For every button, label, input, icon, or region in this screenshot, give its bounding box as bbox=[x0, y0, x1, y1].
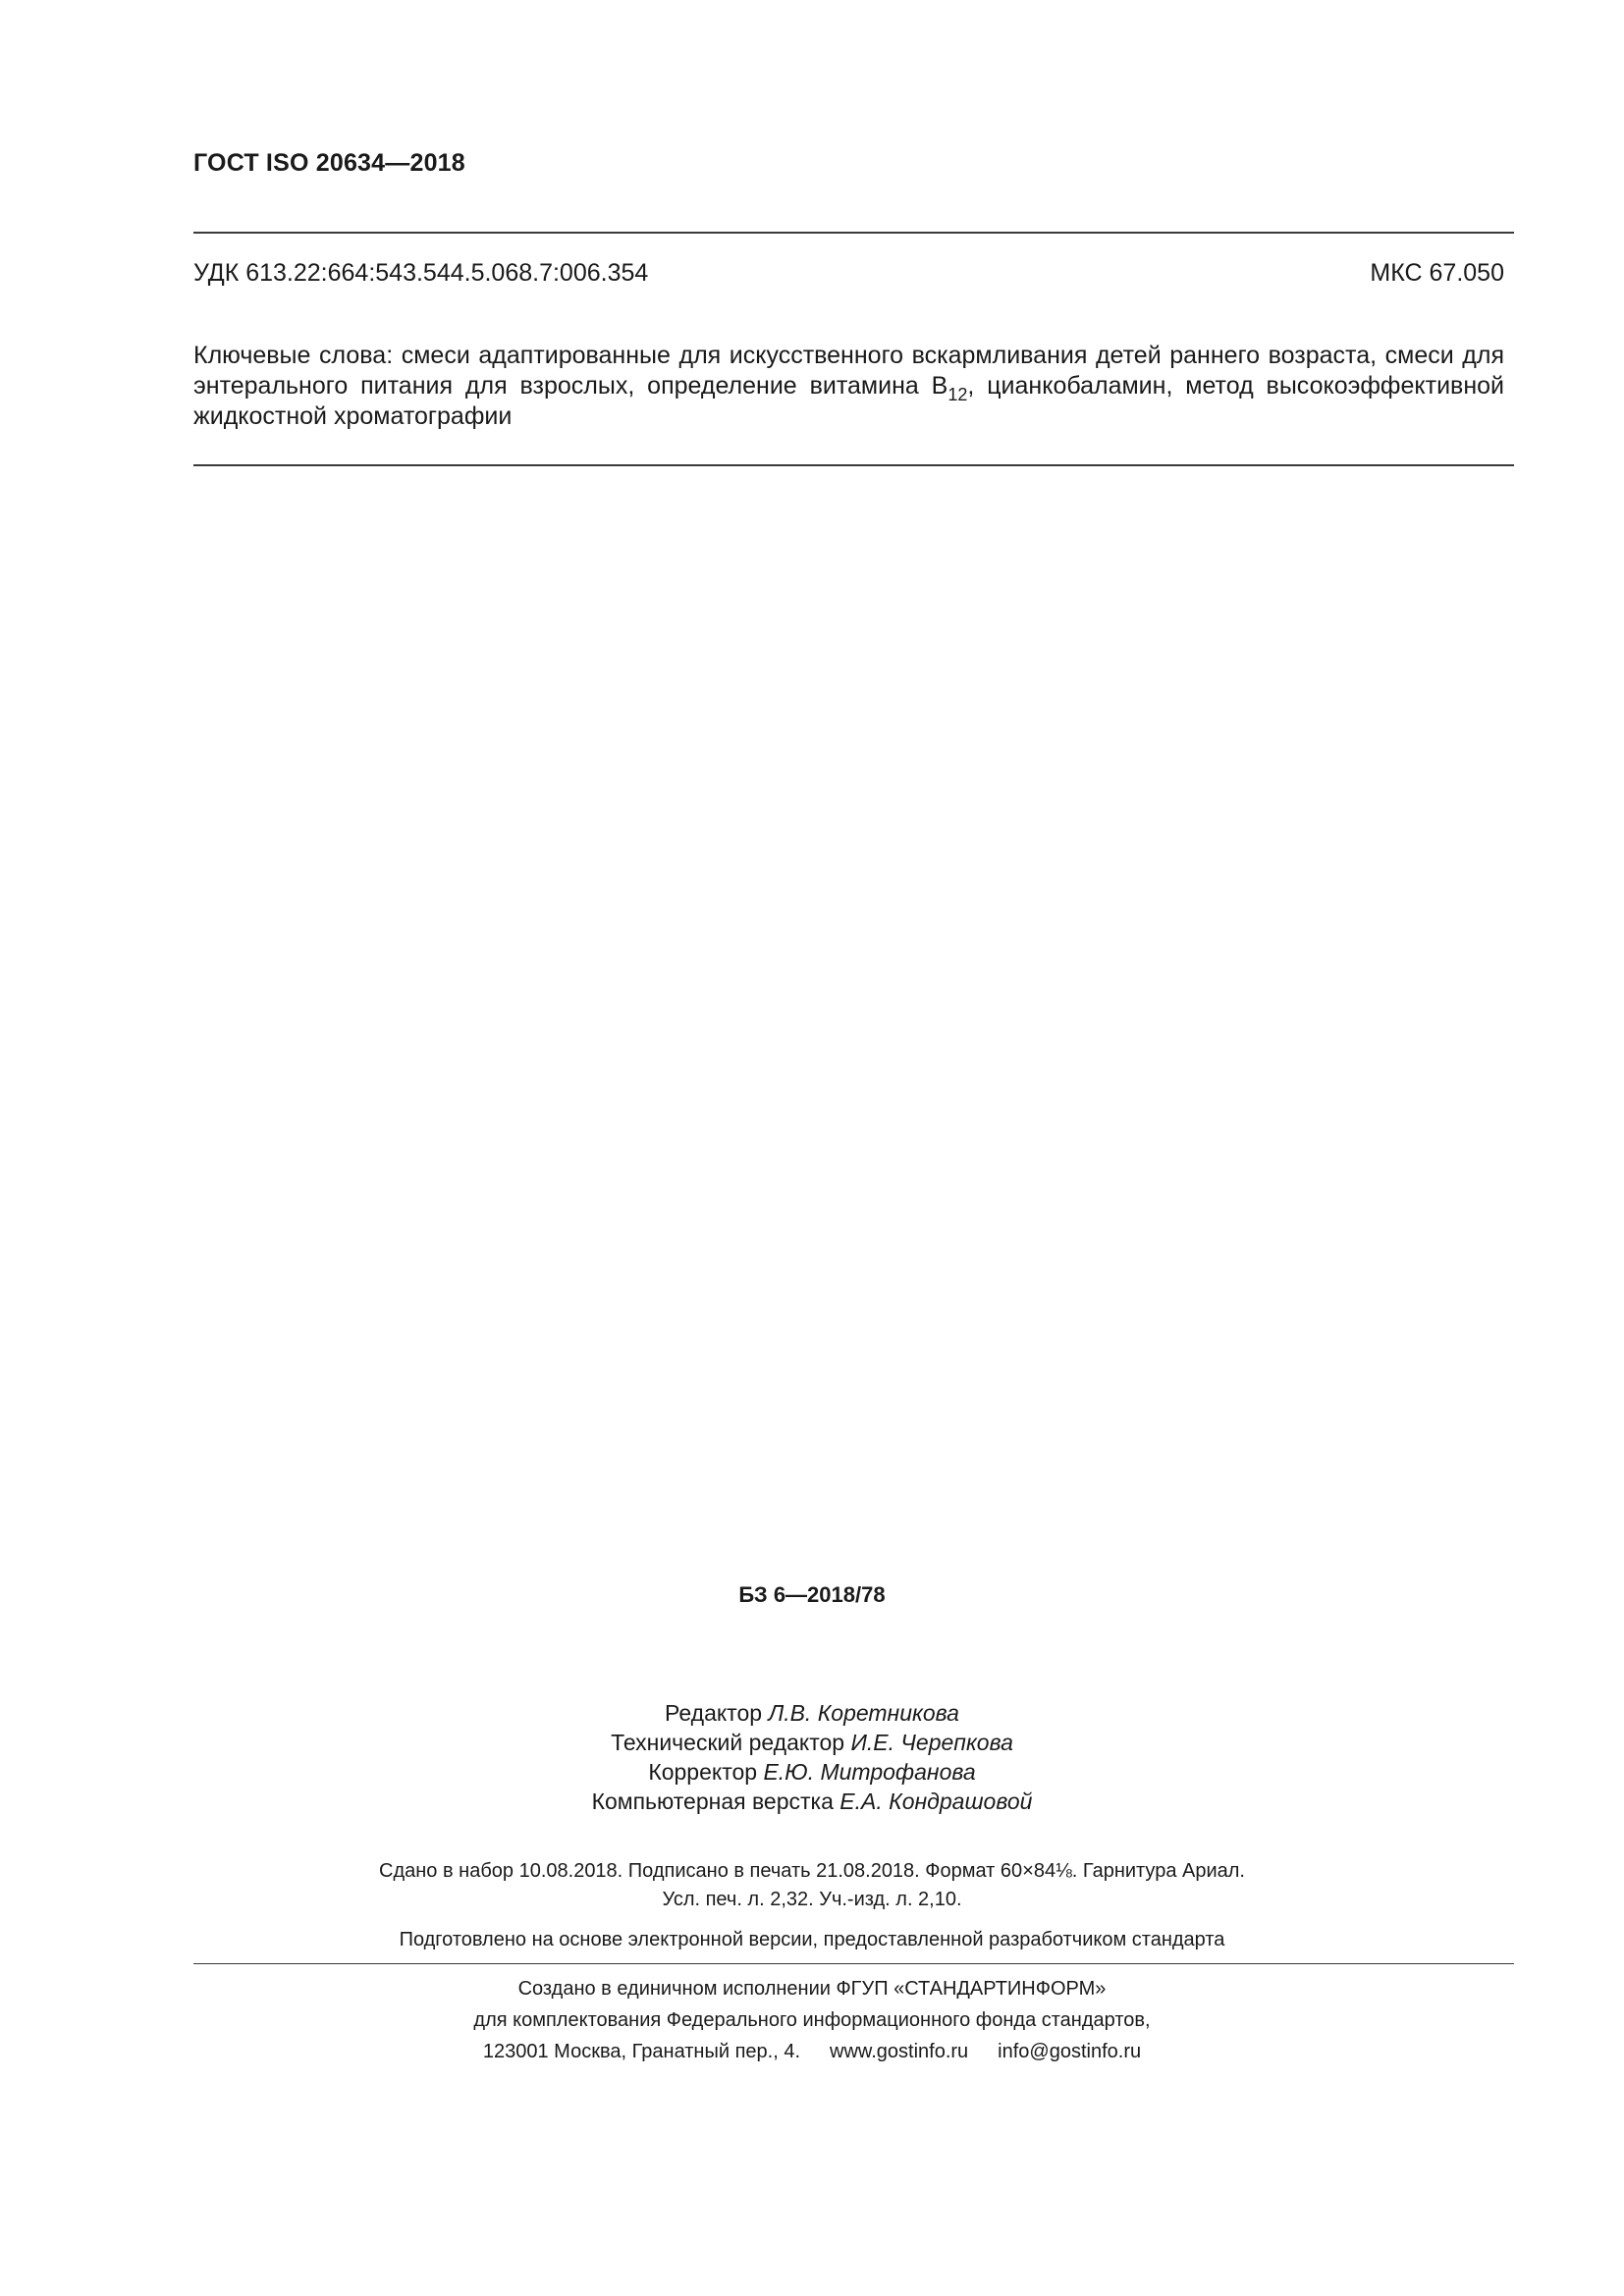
udk-code: УДК 613.22:664:543.544.5.068.7:006.354 bbox=[193, 259, 649, 287]
imprint-block bbox=[0, 1857, 1624, 1914]
credit-role: Технический редактор bbox=[611, 1730, 845, 1755]
credit-person: Е.А. Кондрашовой bbox=[839, 1789, 1033, 1814]
prepared-note: Подготовлено на основе электронной версии, предоставленной разработчиком стандарта bbox=[399, 1929, 1225, 1950]
credit-technical-editor bbox=[0, 1728, 1624, 1757]
publisher-address: 123001 Москва, Гранатный пер., 4. bbox=[482, 2041, 800, 2062]
credit-role: Редактор bbox=[665, 1700, 763, 1726]
credit-person: И.Е. Черепкова bbox=[850, 1730, 1013, 1755]
credit-proofreader bbox=[0, 1757, 1624, 1787]
keywords-divider bbox=[193, 464, 1514, 466]
keywords-text-start: Ключевые слова: смеси адаптированные для искусственного вскармливания детей раннего возраста, смеси для энтерального питания для взрослых, определение витамина B bbox=[193, 342, 1504, 400]
keywords-text-end: , цианкобаламин, метод высокоэффективной жидкостной хроматографии bbox=[193, 372, 1504, 430]
publisher-line-1: Создано в единичном исполнении ФГУП «СТАНДАРТИНФОРМ» bbox=[517, 1978, 1107, 2000]
credit-role: Корректор bbox=[648, 1759, 758, 1785]
top-divider bbox=[193, 232, 1514, 234]
imprint-line-2: Усл. печ. л. 2,32. Уч.-изд. л. 2,10. bbox=[662, 1889, 962, 1910]
publisher-contacts bbox=[0, 2036, 1624, 2067]
publisher-line-2: для комплектования Федерального информационного фонда стандартов, bbox=[473, 2009, 1151, 2031]
keywords-paragraph bbox=[193, 341, 1504, 432]
bz-number: БЗ 6—2018/78 bbox=[738, 1582, 886, 1607]
imprint-line-1: Сдано в набор 10.08.2018. Подписано в печать 21.08.2018. Формат 60×84⅛. Гарнитура Ариал. bbox=[379, 1860, 1245, 1882]
credits-block bbox=[0, 1698, 1624, 1816]
credit-layout bbox=[0, 1787, 1624, 1816]
publisher-email-link[interactable]: info@gostinfo.ru bbox=[998, 2041, 1142, 2062]
credit-person: Е.Ю. Митрофанова bbox=[763, 1759, 976, 1785]
publisher-block bbox=[0, 1973, 1624, 2067]
footer-divider bbox=[193, 1963, 1514, 1964]
credit-role: Компьютерная верстка bbox=[591, 1789, 834, 1814]
standard-code: ГОСТ ISO 20634—2018 bbox=[193, 149, 465, 177]
credit-person: Л.В. Коретникова bbox=[768, 1700, 959, 1726]
publisher-website-link[interactable]: www.gostinfo.ru bbox=[830, 2041, 969, 2062]
keywords-subscript: 12 bbox=[947, 385, 968, 404]
mks-code: МКС 67.050 bbox=[1370, 259, 1504, 287]
credit-editor bbox=[0, 1698, 1624, 1728]
